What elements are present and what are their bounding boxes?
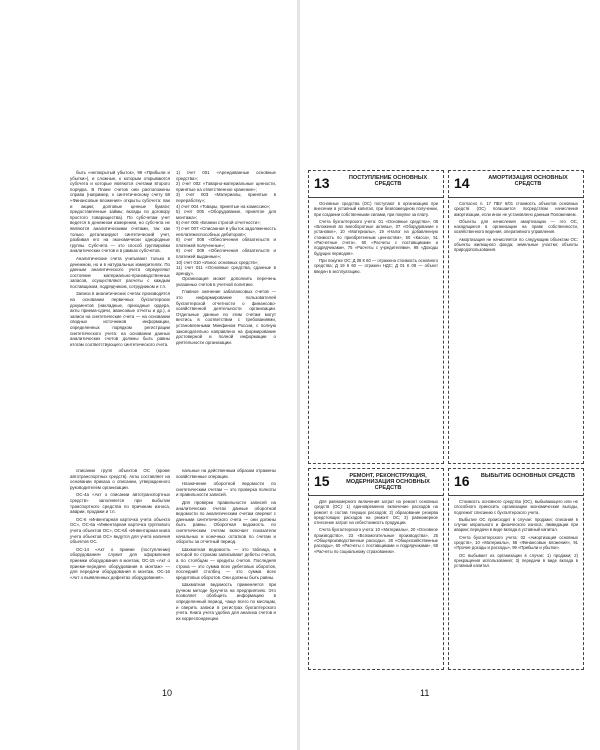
list-item: 4) счет 004 «Товары, принятые на комиссию»; — [176, 203, 271, 209]
paragraph: Амортизация не начисляется по следующим объектам ОС: объекты жилищного фонда; земельные участки; объекты природопользования. — [454, 236, 578, 253]
paragraph: Согласно п. 17 ПБУ 6/01 стоимость объектов основных средств (ОС) погашается посредством начисления амортизации, если иное не установлено данным Положением. — [454, 201, 578, 217]
section-box-15 — [308, 468, 444, 670]
paragraph: ОС выбывает из организации в случае: 1) продажи; 2) прекращения использования; 3) передачи в виде вклада в уставный капитал. — [454, 552, 578, 569]
section-number: 14 — [454, 175, 470, 191]
paragraph: Счета бухгалтерского учета: 01 «Основные средства», 08 «Вложения во внеоборотные активы», 07 «Оборудование к установке», 10 «Материалы», 19 «Налог на добавленную стоимость по приобретенным ценностям», 50 «Касса», 51 «Расчетные счета», 60 «Расчеты с поставщиками и подрядчиками», 75 «Расчеты с учредителями», 98 «Доходы будущих периодов». — [314, 218, 438, 256]
list-item: 1) счет 001 «Арендованные основные средства»; — [176, 170, 276, 181]
section-box-13 — [308, 170, 444, 464]
list-item: 9) счет 009 «Обеспечения обязательств и платежей выданные»; — [176, 248, 276, 259]
list-item: 2) счет 002 «Товарно-материальные ценности, принятые на ответственное хранение»; — [176, 181, 276, 192]
section-title: АМОРТИЗАЦИЯ ОСНОВНЫХ СРЕДСТВ — [488, 175, 568, 188]
list-item: 8) счет 008 «Обеспечения обязательств и платежей полученные»; — [176, 237, 276, 248]
paragraph: Выбытие ОС происходит в случае: продажи; списания в случае морального и физического износа; ликвидации при аварии; передачи в виде вклада в уставный капитал. — [454, 516, 578, 533]
section-title: ВЫБЫТИЕ ОСНОВНЫХ СРЕДСТВ — [480, 473, 576, 479]
list-item: 10) счет 010 «Износ основных средств»; — [176, 259, 259, 265]
paragraph: Назначение оборотной ведомости по синтетическим счетам — это проверка полноты и правильности записей. — [176, 481, 276, 498]
paragraph: Аналитические счета учитывают только в денежном, но и в натуральных измерителях. По данным аналитического учета определяют состояние материально-производственных запасов, осуществляют расчеты с каждым поставщиком, подрядчиком, сотрудником и т.п. — [70, 255, 170, 289]
paragraph: ОС-14 «Акт о приеме (поступлении) оборудования» служит для оформления приемки оборудования в монтаж, ОС-15 «Акт о приеме-передаче оборудования в монтаж» — для передачи оборудования в монтаж, ОС-16 «Акт о выявленных дефектах оборудования». — [70, 546, 170, 580]
section-body — [314, 201, 438, 459]
section-box-14 — [448, 170, 584, 464]
paragraph: Основные средства (ОС) поступают в организацию при внесении в уставный капитал, при безвозмездном получении, при создании собственными силами, при покупке за плату. — [314, 201, 438, 217]
left-column-2-top — [176, 170, 276, 460]
paragraph: При покупке ОС: Д 08 К 60 — отражена стоимость основного средства; Д 19 К 60 — отражен НДС; Д 01 К 08 — объект введен в эксплуатацию. — [314, 257, 438, 274]
paragraph: Записи в аналитических счетах производятся на основании первичных бухгалтерских документов (накладные, приходные ордера, акты приема-сдачи, авансовые отчеты и др.), а записи на синтетические счета — на основании сводных источников информации, определенных порядком регистрации синтетического учета: на основании данных аналитических счетов должны быть равны итогам соответствующего синтетического счета. — [70, 291, 170, 347]
paragraph: быть «непокрытый убыток», 99 «Прибыли и убытки»), и сложные, к которым открываются субсчета и которые являются счетами второго порядка. В Плане счетов они расположены справа (например, к синтетическому счету 58 «Финансовые вложения» открыты субсчета: паи и акции; долговые ценные бумаги; предоставленные займы; вклады по договору простого товарищества). По субсчетам учет ведется в денежном измерении, но субсчета не являются аналитическими счетами, так как только детализируют синтетический учет, разбивая его на экономически однородные группы. Субсчета — это способ группировки аналитических счетов и в рамках субсчетов. — [70, 170, 170, 254]
section-body — [454, 499, 578, 665]
paragraph: ОС-6 «Инвентарная карточка учета объекта ОС», ОС-6а «Инвентарная карточка группового учета объектов ОС», ОС-6б «Инвентарная книга учета объектов ОС» ведутся для учета наличия объектов ОС. — [70, 516, 170, 545]
section-header — [449, 469, 583, 496]
paragraph: Счета бухгалтерского учета: 02 «Амортизация основных средств», 10 «Материалы», 58 «Финансовые вложения», 91 «Прочие доходы и расходы», 99 «Прибыли и убытки». — [454, 534, 578, 551]
left-column-1-top — [70, 170, 170, 460]
section-header — [309, 171, 443, 198]
paragraph: Для проверки правильности записей на аналитических счетах данные оборотной ведомости по аналитическим счетам сверяют с данными синтетического счета — они должны быть равны. Оборотная ведомость по синтетическим счетам включает показатели начальных и конечных остатков по счетам и обороты за отчетный период. — [176, 499, 276, 545]
right-page — [300, 0, 600, 750]
paragraph: списании групп объектов ОС (кроме автотранспортных средств). Акты составляет на основании приказа о списании, утвержденного руководителем организации. — [70, 468, 170, 490]
section-title: РЕМОНТ, РЕКОНСТРУКЦИЯ, МОДЕРНИЗАЦИЯ ОСНОВНЫХ СРЕДСТВ — [346, 473, 430, 492]
page-number: 10 — [162, 688, 173, 698]
list-item: 11) счет 011 «Основные средства, сданные в аренду». — [176, 265, 276, 276]
left-column-2-bottom — [176, 468, 276, 668]
section-body — [454, 201, 578, 459]
paragraph: Для равномерного включения затрат на ремонт основных средств (ОС): 1) единовременно включение расходов на ремонт в состав текущих расходов; 2) образование резерва предстоящих расходов на ремонт ОС; 3) равномерное отнесение затрат на себестоимость продукции. — [314, 499, 438, 526]
paragraph: Главное значение забалансовых счетов — это информирование пользователей бухгалтерской отчетности о финансово-хозяйственной деятельности организации. Отдельные данные по этим счетам могут вестись в соответствии с требованиями, установленными Минфином России, с полную законодательно направлено на формирование достоверной и полной информации о деятельности организации. — [176, 289, 276, 345]
section-number: 13 — [314, 175, 330, 191]
left-column-1-bottom — [70, 468, 170, 668]
paragraph: ОС-4а «Акт о списании автотранспортных средств» заполняется при выбытии транспортного средства по причинам износа, аварии, продажи и т.п. — [70, 492, 170, 515]
section-header — [309, 469, 443, 496]
paragraph: Объекты для начисления амортизации — это ОС, находящиеся в организации на праве собственности, хозяйственного ведения, оперативного управления. — [454, 218, 578, 235]
section-title: ПОСТУПЛЕНИЕ ОСНОВНЫХ СРЕДСТВ — [348, 175, 428, 188]
paragraph: Стоимость основного средства (ОС), выбывающего или не способного приносить организации экономические выгоды, подлежит списанию с бухгалтерского учета. — [454, 499, 578, 515]
section-number: 16 — [454, 473, 470, 489]
paragraph: Шахматная ведомость — это таблица, в которой по строкам записывают дебеты счетов, а по столбцам — кредиты счетов. Последняя строка — это сумма всех дебетовых оборотов, последний столбец — это сумма всех кредитовых оборотов. Они должны быть равны. — [176, 546, 276, 580]
page-number: 11 — [420, 688, 430, 698]
section-number: 15 — [314, 473, 330, 489]
list-item: 3) счет 003 «Материалы, принятые в переработку»; — [176, 192, 276, 203]
section-box-16 — [448, 468, 584, 670]
paragraph: Шахматная ведомость применяется при ручном методе бухучета на предприятиях. Это позволяет обобщить информацию в определенный период, чаще всего по месяцам, и сверить записи в регистрах бухгалтерского учета. Книга учета удобна для анализа счетов и их корреспонденции. — [176, 582, 276, 621]
paragraph: нальные на действенным образом отражены хозяйственные операции. — [176, 468, 276, 479]
paragraph: Счета бухгалтерского учета: 10 «Материалы», 20 «Основное производство», 23 «Вспомогательные производства», 25 «Общепроизводственные расходы», 26 «Общехозяйственные расходы», 60 «Расчеты с поставщиками и подрядчиками», 69 «Расчеты по социальному страхованию». — [314, 527, 438, 554]
section-header — [449, 171, 583, 198]
list-item: 7) счет 007 «Списанная в убыток задолженность неплатежеспособных дебиторов»; — [176, 225, 276, 237]
paragraph: Организация может дополнить перечень указанных счетов в учетной политике. — [176, 276, 276, 287]
section-body — [314, 499, 438, 665]
list-item: 6) счет 006 «Бланки строгой отчетности»; — [176, 220, 261, 226]
list-item: 5) счет 005 «Оборудование, принятое для монтажа»; — [176, 209, 276, 220]
